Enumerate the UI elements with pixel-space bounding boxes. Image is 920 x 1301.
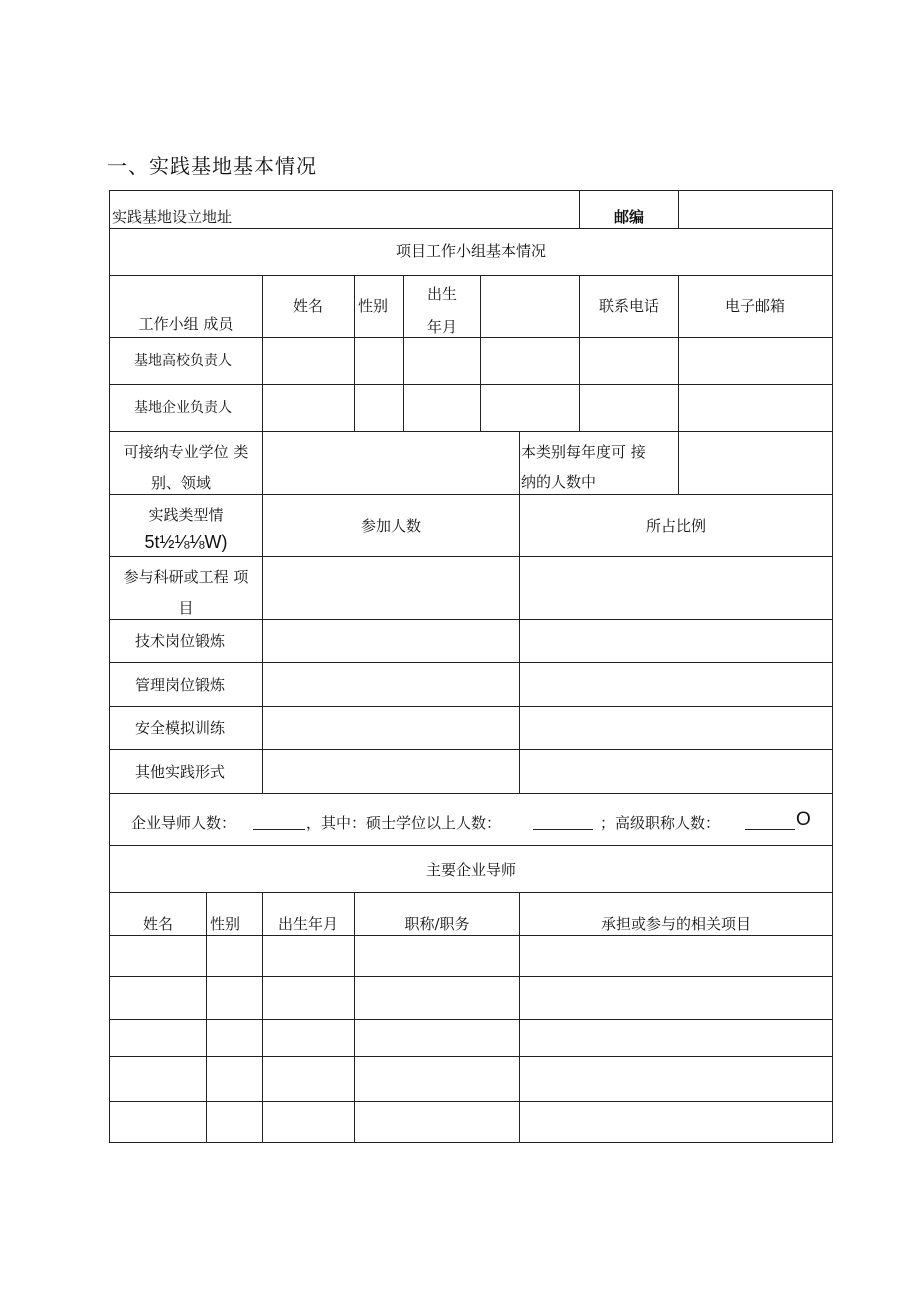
table-border-bottom — [109, 1142, 833, 1143]
mentor-header-name: 姓名 — [142, 915, 174, 933]
majors-label-line2: 别、领域 — [150, 474, 212, 492]
table-rule — [109, 431, 833, 432]
table-rule — [354, 892, 355, 1142]
table-rule — [206, 892, 207, 1142]
table-rule — [519, 431, 520, 494]
table-rule — [109, 275, 833, 276]
table-rule — [262, 431, 263, 494]
table-rule — [262, 494, 263, 793]
row-company-lead: 基地企业负责人 — [134, 400, 232, 416]
table-rule — [480, 275, 481, 431]
table-rule — [579, 190, 580, 228]
header-gender: 性别 — [357, 297, 389, 315]
table-rule — [519, 494, 520, 793]
table-rule — [109, 793, 833, 794]
members-label: 工作小组 成员 — [138, 315, 234, 333]
practice-row: 其他实践形式 — [134, 763, 226, 781]
practice-row: 管理岗位锻炼 — [134, 676, 226, 694]
table-rule — [109, 1056, 833, 1057]
practice-type-line2: 5t½⅛⅛W) — [144, 532, 228, 552]
table-rule — [109, 337, 833, 338]
table-border-right — [832, 190, 833, 1143]
mentors-section-title: 主要企业导师 — [425, 861, 517, 879]
table-rule — [262, 275, 263, 431]
postcode-label: 邮编 — [613, 208, 645, 226]
mentor-header-gender: 性别 — [209, 915, 241, 933]
table-rule — [109, 976, 833, 977]
ratio-header: 所占比例 — [645, 517, 707, 535]
table-rule — [109, 892, 833, 893]
table-rule — [109, 1101, 833, 1102]
table-rule — [109, 619, 833, 620]
table-rule — [403, 275, 404, 431]
address-input-cell[interactable] — [250, 191, 578, 227]
address-label: 实践基地设立地址 — [112, 208, 233, 226]
header-birth-line1: 出生 — [426, 285, 458, 303]
table-rule — [262, 892, 263, 1142]
postcode-input-cell[interactable] — [679, 191, 831, 227]
mentor-header-title: 职称/职务 — [404, 915, 470, 933]
table-rule — [109, 494, 833, 495]
table-rule — [109, 1019, 833, 1020]
table-rule — [109, 845, 833, 846]
table-rule — [109, 556, 833, 557]
header-email: 电子邮箱 — [724, 297, 786, 315]
mentor-header-projects: 承担或参与的相关项目 — [600, 915, 752, 933]
table-rule — [109, 935, 833, 936]
team-section-title: 项目工作小组基本情况 — [395, 242, 547, 260]
page-title: 一、实践基地基本情况 — [107, 154, 317, 178]
practice-type-line1: 实践类型情 — [148, 506, 224, 524]
table-border-left — [109, 190, 110, 1143]
participants-header: 参加人数 — [360, 517, 422, 535]
table-rule — [519, 892, 520, 1142]
row-school-lead: 基地高校负责人 — [134, 353, 232, 369]
practice-row: 技术岗位锻炼 — [134, 632, 226, 650]
header-birth-line2: 年月 — [426, 318, 458, 336]
annual-capacity-line2: 纳的人数中 — [521, 473, 597, 491]
header-phone: 联系电话 — [598, 297, 660, 315]
table-rule — [678, 275, 679, 431]
practice-research-line1: 参与科研或工程 项 — [123, 568, 249, 586]
senior-count-blank[interactable] — [745, 815, 795, 830]
header-name: 姓名 — [292, 297, 324, 315]
mentor-count-blank[interactable] — [253, 815, 305, 830]
practice-research-line2: 目 — [178, 599, 194, 617]
table-rule — [109, 228, 833, 229]
practice-row: 安全模拟训练 — [134, 719, 226, 737]
table-rule — [109, 384, 833, 385]
mentor-count-label: 企业导师人数： — [131, 814, 237, 832]
table-rule — [678, 431, 679, 494]
table-rule — [579, 275, 580, 431]
mentor-header-birth: 出生年月 — [277, 915, 339, 933]
table-rule — [109, 662, 833, 663]
table-rule — [109, 749, 833, 750]
annual-capacity-line1: 本类别每年度可 接 — [521, 443, 646, 461]
senior-count-label: ；高级职称人数： — [600, 814, 721, 832]
masters-count-blank[interactable] — [533, 815, 593, 830]
table-rule — [354, 275, 355, 431]
masters-count-label: ，其中：硕士学位以上人数： — [306, 814, 502, 832]
majors-label-line1: 可接纳专业学位 类 — [123, 443, 249, 461]
table-rule — [109, 706, 833, 707]
end-mark: O — [796, 809, 811, 830]
